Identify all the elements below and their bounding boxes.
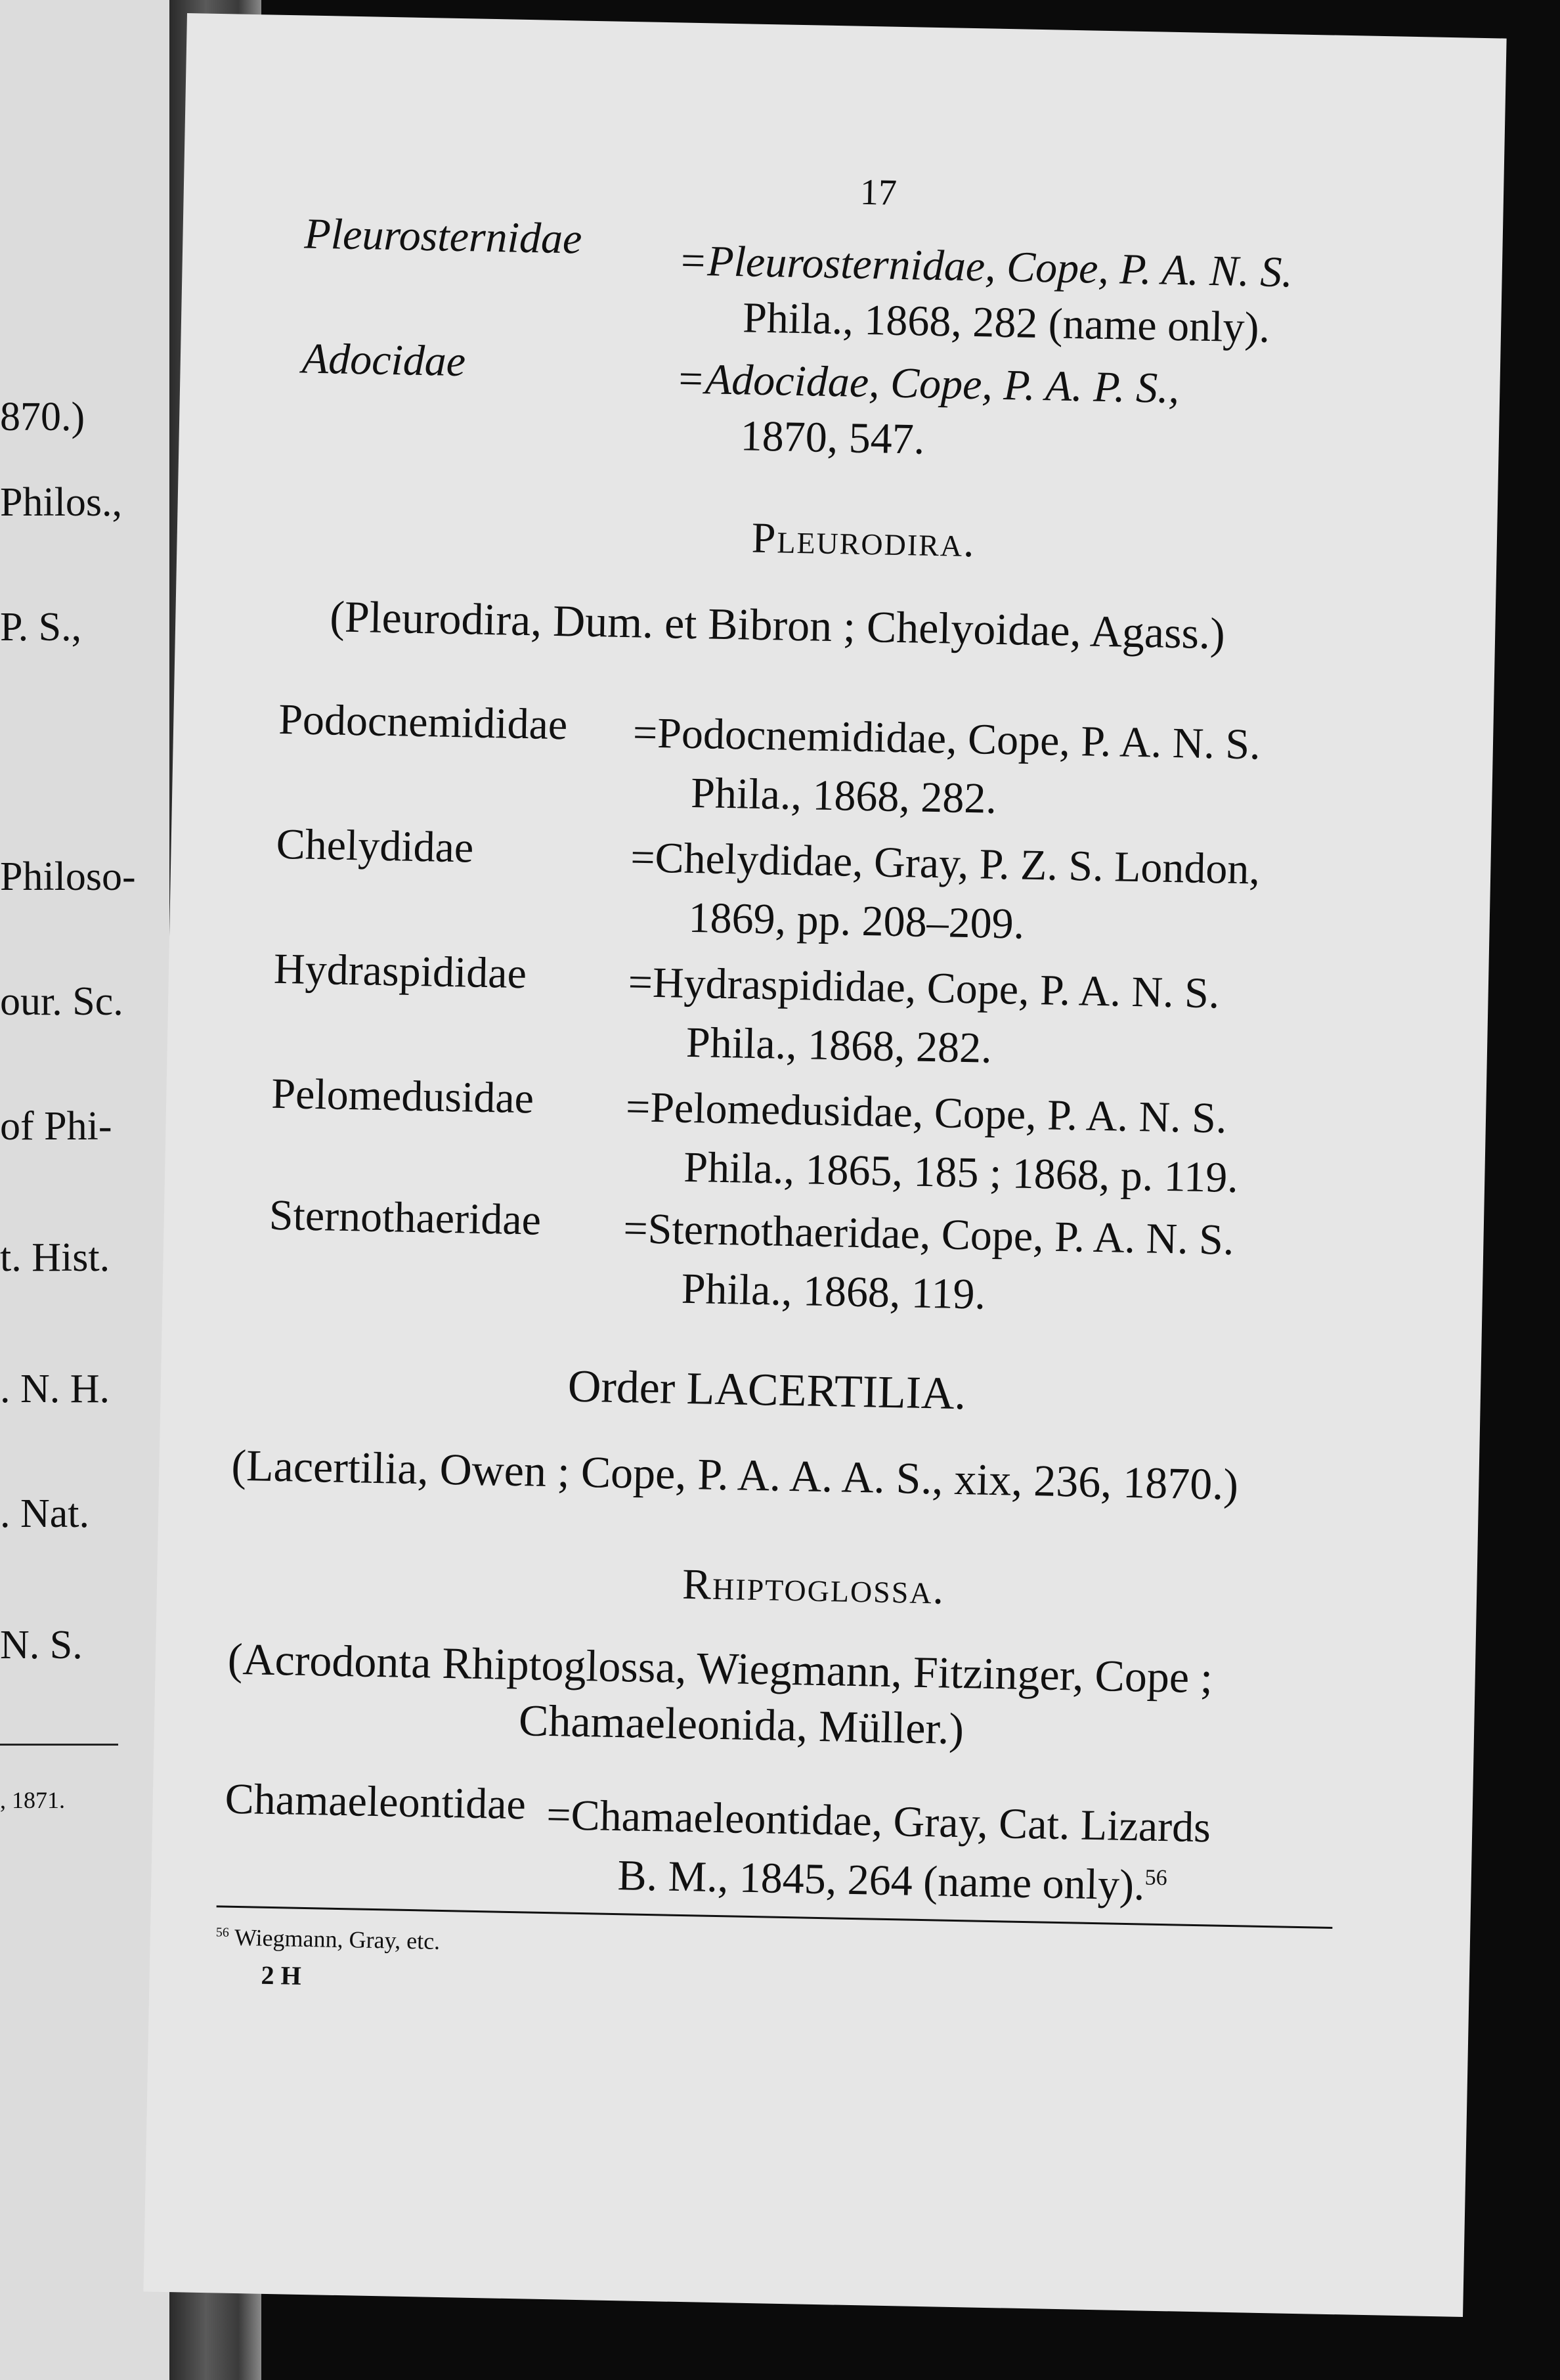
left-page-text: 870.) bbox=[0, 395, 85, 439]
taxon-name: Pelomedusidae bbox=[271, 1069, 534, 1123]
left-page-text: , 1871. bbox=[0, 1787, 65, 1813]
synonym-citation-cont: Phila., 1868, 282 (name only). bbox=[742, 294, 1270, 352]
synonym-citation-cont: 1870, 547. bbox=[740, 412, 925, 464]
synonym-citation: =Chamaeleontidae, Gray, Cat. Lizards bbox=[546, 1791, 1211, 1852]
synonym-citation-cont bbox=[617, 1851, 1168, 1910]
synonym-citation-text: B. M., 1845, 264 (name only). bbox=[617, 1851, 1146, 1910]
synonym-citation: =Sternothaeridae, Cope, P. A. N. S. bbox=[622, 1204, 1235, 1264]
synonym-citation-cont: Phila., 1868, 282. bbox=[685, 1018, 993, 1072]
taxon-name: Chelydidae bbox=[276, 820, 474, 872]
left-page-text: our. Sc. bbox=[0, 979, 123, 1024]
synonym-citation: =Hydraspididae, Cope, P. A. N. S. bbox=[628, 958, 1221, 1018]
footnote bbox=[215, 1925, 440, 1953]
left-page-text: . N. H. bbox=[0, 1367, 110, 1411]
left-page-text: t. Hist. bbox=[0, 1235, 110, 1280]
page-number: 17 bbox=[859, 171, 898, 213]
synonym-citation: =Pleurosternidae, Cope, P. A. N. S. bbox=[678, 236, 1293, 297]
synonym-citation-cont: Phila., 1865, 185 ; 1868, p. 119. bbox=[683, 1143, 1239, 1202]
synonym-citation: =Chelydidae, Gray, P. Z. S. London, bbox=[630, 833, 1261, 894]
synonym-citation: =Podocnemididae, Cope, P. A. N. S. bbox=[632, 709, 1261, 769]
footnote-text: Wiegmann, Gray, etc. bbox=[234, 1924, 441, 1954]
synonym-citation-cont: Phila., 1868, 119. bbox=[681, 1264, 986, 1319]
left-page-text: of Phi- bbox=[0, 1104, 112, 1149]
left-page-text: N. S. bbox=[0, 1623, 83, 1667]
taxon-name: Pleurosternidae bbox=[303, 209, 583, 263]
taxon-name: Adocidae bbox=[301, 334, 466, 386]
left-page-text: Philos., bbox=[0, 480, 123, 525]
taxon-name: Podocnemididae bbox=[278, 695, 568, 749]
synonym-citation-cont: Phila., 1868, 282. bbox=[690, 768, 997, 823]
section-heading: Rhiptoglossa. bbox=[682, 1560, 945, 1614]
taxon-name: Chamaeleontidae bbox=[225, 1774, 527, 1829]
left-page-text: . Nat. bbox=[0, 1491, 90, 1536]
taxon-name: Hydraspididae bbox=[273, 944, 527, 998]
footnote-rule bbox=[217, 1905, 1333, 1929]
left-page-rule bbox=[0, 1744, 118, 1746]
signature-mark: 2 H bbox=[261, 1960, 302, 1991]
order-heading: Order LACERTILIA. bbox=[567, 1361, 966, 1420]
section-note: (Acrodonta Rhiptoglossa, Wiegmann, Fitzinger, Cope ; bbox=[227, 1633, 1213, 1703]
footnote-marker: 56 bbox=[215, 1925, 230, 1940]
footnote-ref: 56 bbox=[1144, 1865, 1168, 1891]
synonym-citation: =Adocidae, Cope, P. A. P. S., bbox=[675, 355, 1180, 413]
left-page-text: P. S., bbox=[0, 605, 82, 650]
section-note: (Pleurodira, Dum. et Bibron ; Chelyoidae, Agass.) bbox=[329, 591, 1226, 659]
left-page-text: Philoso- bbox=[0, 854, 136, 899]
section-note-cont: Chamaeleonida, Müller.) bbox=[518, 1695, 964, 1754]
section-heading: Pleurodira. bbox=[751, 514, 976, 567]
book-page bbox=[143, 13, 1506, 2317]
synonym-citation-cont: 1869, pp. 208–209. bbox=[687, 893, 1025, 948]
section-note: (Lacertilia, Owen ; Cope, P. A. A. A. S., xix, 236, 1870.) bbox=[230, 1440, 1239, 1510]
taxon-name: Sternothaeridae bbox=[269, 1191, 542, 1245]
synonym-citation: =Pelomedusidae, Cope, P. A. N. S. bbox=[625, 1083, 1228, 1143]
